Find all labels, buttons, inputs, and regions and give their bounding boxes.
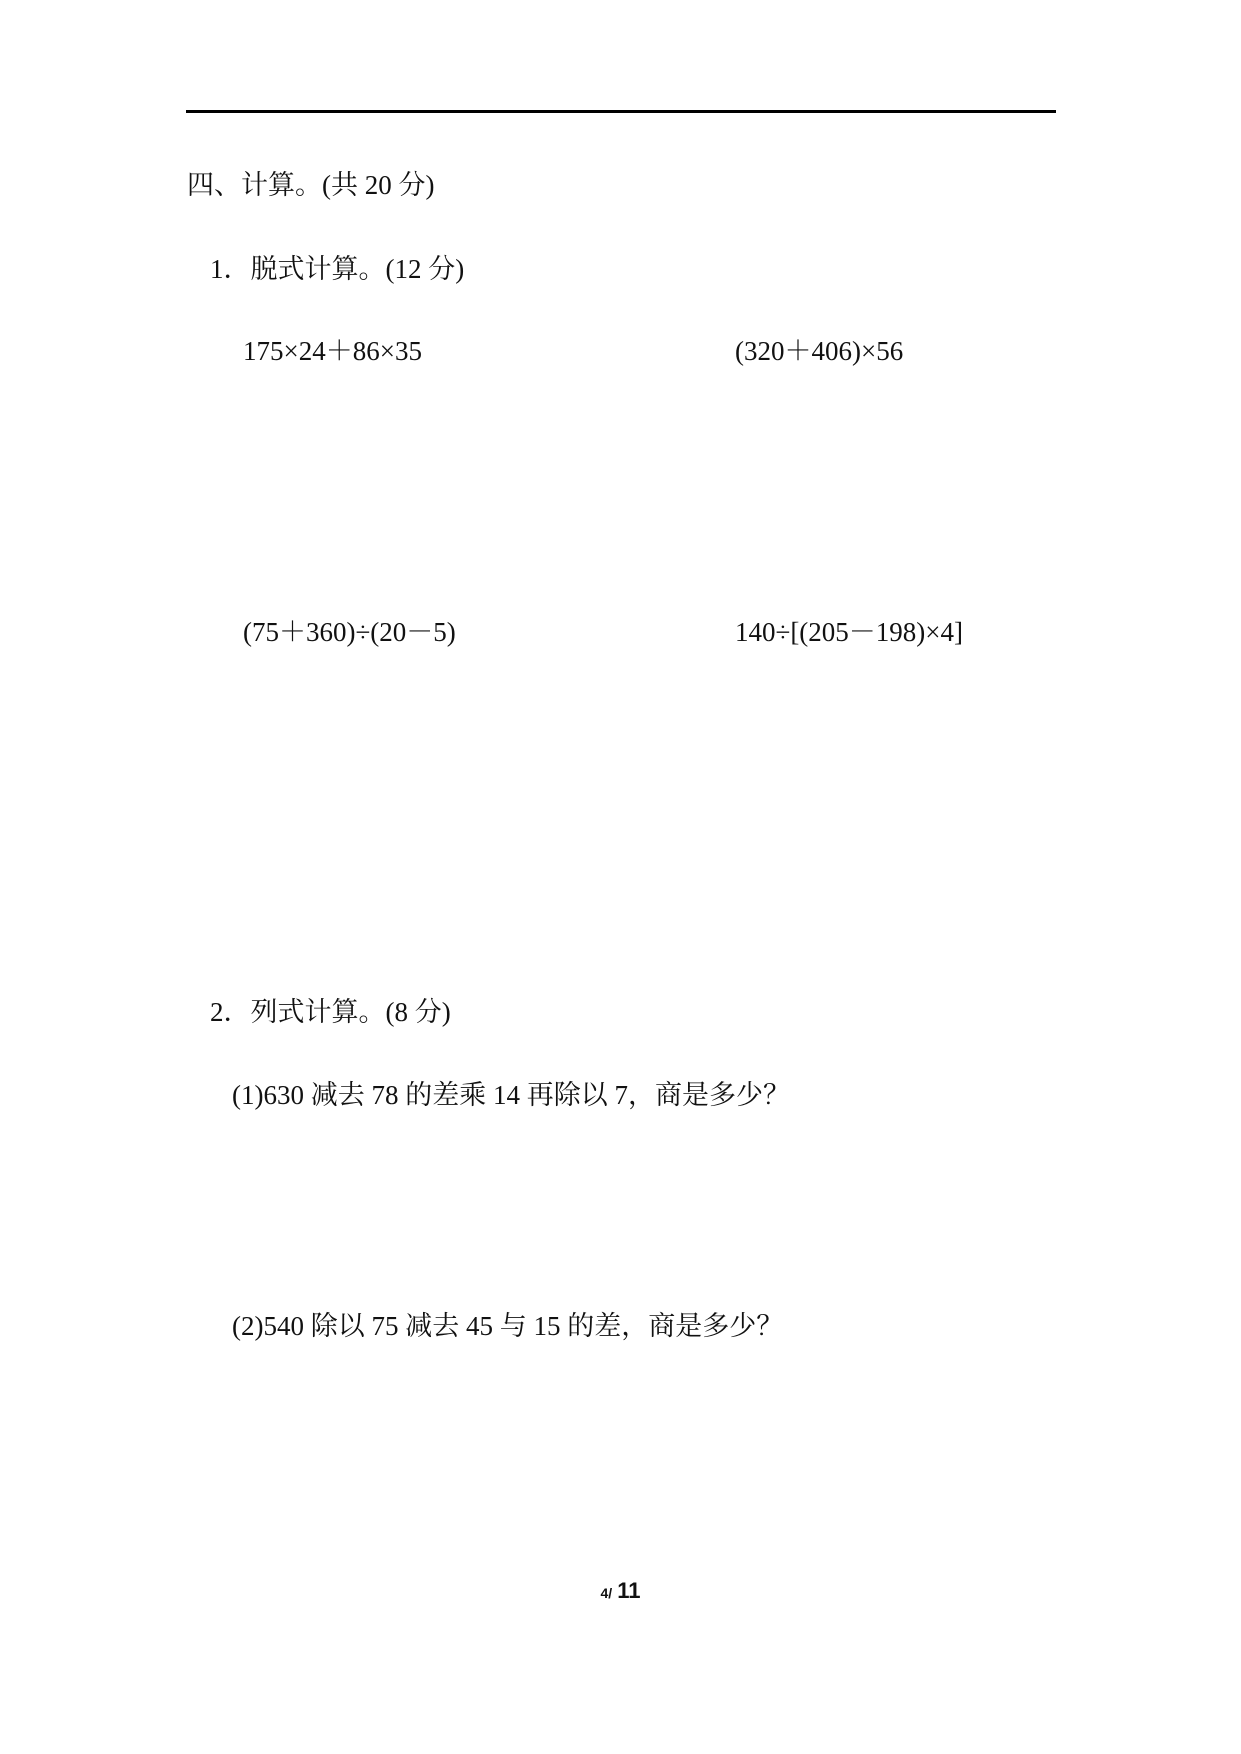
expression-4: 140÷[(205－198)×4] xyxy=(735,617,964,647)
page-number xyxy=(0,1579,1241,1605)
question-1: (1)630 减去 78 的差乘 14 再除以 7，商是多少？ xyxy=(232,1080,790,1110)
answer-space-q1[interactable] xyxy=(232,1118,1052,1288)
question-2: (2)540 除以 75 减去 45 与 15 的差，商是多少？ xyxy=(232,1311,784,1341)
part2-title: 2．列式计算。(8 分) xyxy=(210,997,451,1027)
section-title: 四、计算。(共 20 分) xyxy=(187,170,435,200)
expression-1: 175×24＋86×35 xyxy=(243,336,422,366)
answer-space-1[interactable] xyxy=(243,372,703,602)
answer-space-2[interactable] xyxy=(735,372,1055,602)
answer-space-3[interactable] xyxy=(243,653,703,973)
header-rule xyxy=(186,110,1056,113)
answer-space-q2[interactable] xyxy=(232,1350,1052,1550)
expression-2: (320＋406)×56 xyxy=(735,336,904,366)
answer-space-4[interactable] xyxy=(735,653,1055,973)
total-pages: 11 xyxy=(617,1578,641,1603)
current-page: 4/ xyxy=(600,1585,613,1601)
part1-title: 1．脱式计算。(12 分) xyxy=(210,254,465,284)
expression-3: (75＋360)÷(20－5) xyxy=(243,617,456,647)
